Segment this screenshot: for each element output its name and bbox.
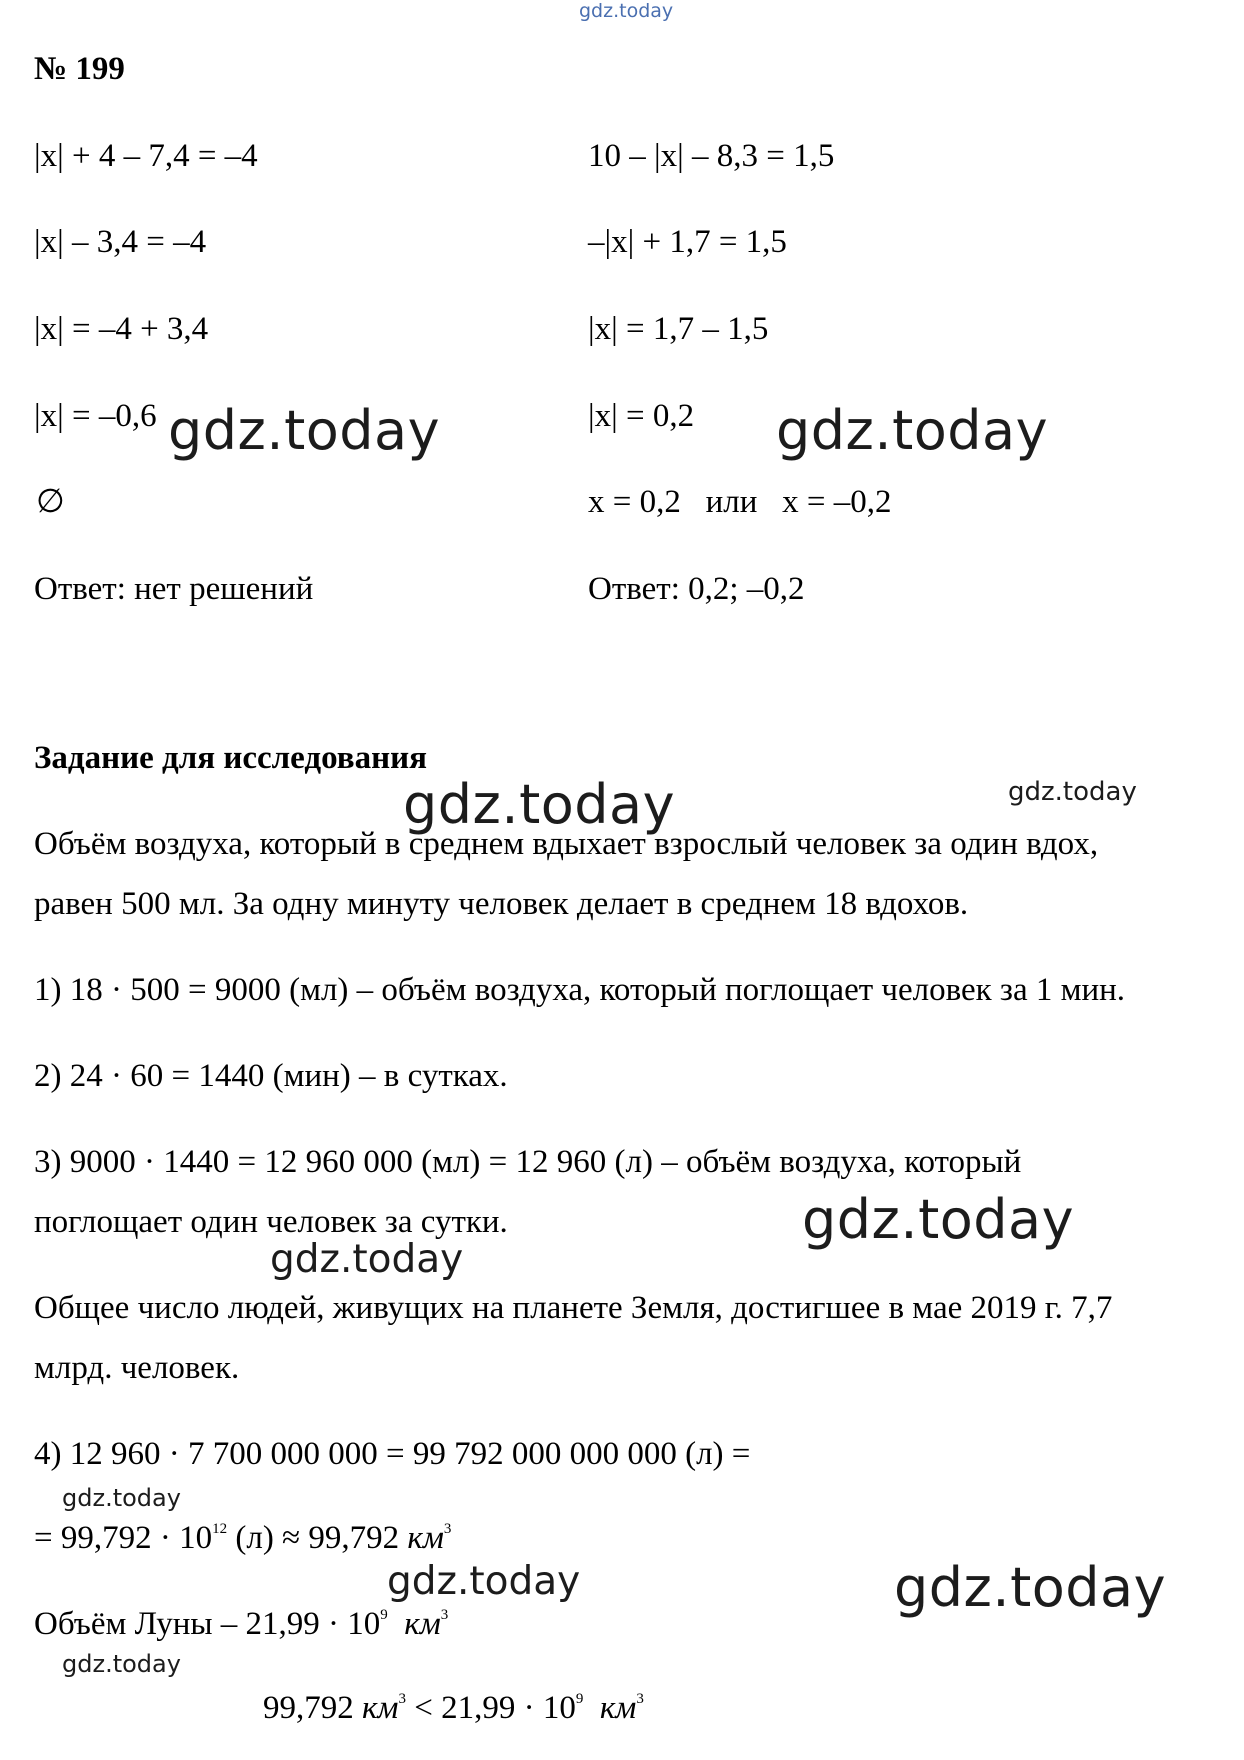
compare-unit-cube-2: 3 bbox=[636, 1691, 644, 1707]
watermark-3: gdz.today bbox=[403, 773, 676, 836]
moon-exponent: 9 bbox=[380, 1607, 388, 1623]
research-step-3-line-2: поглощает один человек за сутки. bbox=[34, 1204, 508, 1240]
right-line-1: 10 – |x| – 8,3 = 1,5 bbox=[588, 138, 835, 174]
compare-part-a: 99,792 bbox=[263, 1690, 362, 1726]
left-line-3: |x| = –4 + 3,4 bbox=[34, 311, 209, 347]
right-line-5: x = 0,2 или x = –0,2 bbox=[588, 484, 892, 520]
right-line-2: –|x| + 1,7 = 1,5 bbox=[588, 224, 787, 260]
watermark-6: gdz.today bbox=[270, 1237, 464, 1282]
watermark-1: gdz.today bbox=[168, 399, 441, 462]
research-step-1: 1) 18 · 500 = 9000 (мл) – объём воздуха, который поглощает человек за 1 мин. bbox=[34, 972, 1126, 1008]
compare-unit-cube-1: 3 bbox=[398, 1691, 406, 1707]
left-line-2: |x| – 3,4 = –4 bbox=[34, 224, 207, 260]
step4-line2-part-a: = 99,792 · 10 bbox=[34, 1520, 213, 1556]
watermark-2: gdz.today bbox=[776, 399, 1049, 462]
moon-part-a: Объём Луны – 21,99 · 10 bbox=[34, 1606, 381, 1642]
compare-exponent: 9 bbox=[575, 1691, 584, 1707]
research-step-4-line-2 bbox=[34, 1522, 451, 1555]
step4-exponent: 12 bbox=[212, 1521, 228, 1537]
right-answer: Ответ: 0,2; –0,2 bbox=[588, 571, 805, 607]
watermark-9: gdz.today bbox=[894, 1556, 1167, 1619]
watermark-5: gdz.today bbox=[802, 1188, 1075, 1251]
watermark-top: gdz.today bbox=[579, 0, 674, 22]
watermark-8: gdz.today bbox=[387, 1559, 581, 1604]
moon-unit: км bbox=[404, 1606, 441, 1642]
left-empty-set: ∅ bbox=[36, 484, 65, 520]
research-step-2: 2) 24 · 60 = 1440 (мин) – в сутках. bbox=[34, 1058, 508, 1094]
compare-part-b: < 21,99 · 10 bbox=[406, 1690, 576, 1726]
research-step-3-line-1: 3) 9000 · 1440 = 12 960 000 (мл) = 12 960 (л) – объём воздуха, который bbox=[34, 1144, 1022, 1180]
research-intro-line-1: Объём воздуха, который в среднем вдыхает взрослый человек за один вдох, bbox=[34, 826, 1099, 862]
watermark-7: gdz.today bbox=[62, 1484, 181, 1512]
watermark-4: gdz.today bbox=[1008, 777, 1137, 807]
left-line-1: |x| + 4 – 7,4 = –4 bbox=[34, 138, 258, 174]
step4-unit: км bbox=[407, 1520, 444, 1556]
research-title: Задание для исследования bbox=[34, 740, 427, 776]
research-intro-line-2: равен 500 мл. За одну минуту человек делает в среднем 18 вдохов. bbox=[34, 886, 969, 922]
right-line-4: |x| = 0,2 bbox=[588, 398, 695, 434]
problem-number: № 199 bbox=[34, 51, 125, 87]
population-line-2: млрд. человек. bbox=[34, 1350, 240, 1386]
step4-line2-part-b: (л) ≈ 99,792 bbox=[227, 1520, 408, 1556]
compare-unit-1: км bbox=[362, 1690, 399, 1726]
left-line-4: |x| = –0,6 bbox=[34, 398, 157, 434]
step4-unit-cube: 3 bbox=[443, 1521, 452, 1537]
moon-unit-cube: 3 bbox=[440, 1607, 449, 1623]
comparison-line bbox=[263, 1692, 644, 1725]
population-line-1: Общее число людей, живущих на планете Земля, достигшее в мае 2019 г. 7,7 bbox=[34, 1290, 1113, 1326]
left-answer: Ответ: нет решений bbox=[34, 571, 314, 607]
right-line-3: |x| = 1,7 – 1,5 bbox=[588, 311, 769, 347]
moon-volume bbox=[34, 1608, 448, 1641]
research-step-4-line-1: 4) 12 960 · 7 700 000 000 = 99 792 000 000 000 (л) = bbox=[34, 1436, 751, 1472]
compare-unit-2: км bbox=[599, 1690, 637, 1726]
watermark-10: gdz.today bbox=[62, 1650, 181, 1678]
